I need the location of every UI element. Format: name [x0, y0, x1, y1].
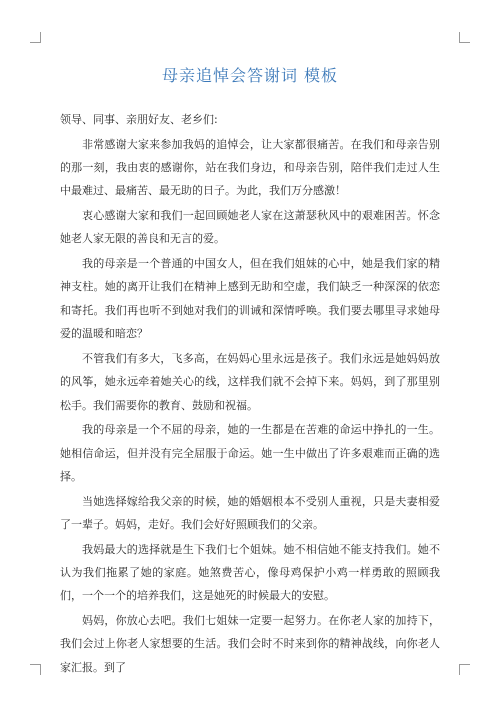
- salutation: 领导、同事、亲朋好友、老乡们:: [60, 113, 218, 126]
- document-body: [60, 108, 440, 680]
- page-corner-mark-top-left: [30, 32, 41, 43]
- paragraph-6: 当她选择嫁给我父亲的时候，她的婚姻根本不受别人重视，只是夫妻相爱了一辈子。妈妈，走好。我们会好好照顾我们的父亲。: [60, 494, 440, 532]
- paragraph-4: 不管我们有多大，飞多高，在妈妈心里永远是孩子。我们永远是她妈妈放的风筝，她永远牵着她关心的线，这样我们就不会掉下来。妈妈，到了那里别松手。我们需要你的教育、鼓励和祝福。: [60, 351, 440, 412]
- page-title: 母亲追悼会答谢词 模板: [161, 66, 339, 85]
- page-corner-mark-bottom-right: [459, 664, 470, 675]
- paragraph-8: 妈妈，你放心去吧。我们七姐妹一定要一起努力。在你老人家的加持下，我们会过上你老人家想要的生活。我们会时不时来到你的精神战线，向你老人家汇报。到了: [60, 614, 440, 674]
- paragraph-5: 我的母亲是一个不屈的母亲，她的一生都是在苦难的命运中挣扎的一生。她相信命运，但并没有完全屈服于命运。她一生中做出了许多艰难而正确的选择。: [60, 423, 440, 484]
- paragraph-2: 衷心感谢大家和我们一起回顾她老人家在这萧瑟秋风中的艰难困苦。怀念她老人家无限的善良和无言的爱。: [60, 209, 440, 246]
- page-corner-mark-bottom-left: [30, 664, 41, 675]
- page-corner-mark-top-right: [459, 32, 470, 43]
- paragraph-7: 我妈最大的选择就是生下我们七个姐妹。她不相信她不能支持我们。她不认为我们拖累了她的家庭。她煞费苦心，像母鸡保护小鸡一样勇敢的照顾我们，一个一个的培养我们，这是她死的时候最大的安慰。: [60, 542, 440, 603]
- paragraph-3: 我的母亲是一个普通的中国女人，但在我们姐妹的心中，她是我们家的精神支柱。她的离开让我们在精神上感到无助和空虚，我们缺乏一种深深的依恋和寄托。我们再也听不到她对我们的训诫和深情呼唤。我们要去哪里寻求她母爱的温暖和暗恋？: [60, 257, 440, 341]
- paragraph-1: 非常感谢大家来参加我妈的追悼会，让大家都很痛苦。在我们和母亲告别的那一刻，我由衷的感谢你，站在我们身边，和母亲告别，陪伴我们走过人生中最难过、最痛苦、最无助的日子。为此，我们万分感激！: [60, 137, 440, 198]
